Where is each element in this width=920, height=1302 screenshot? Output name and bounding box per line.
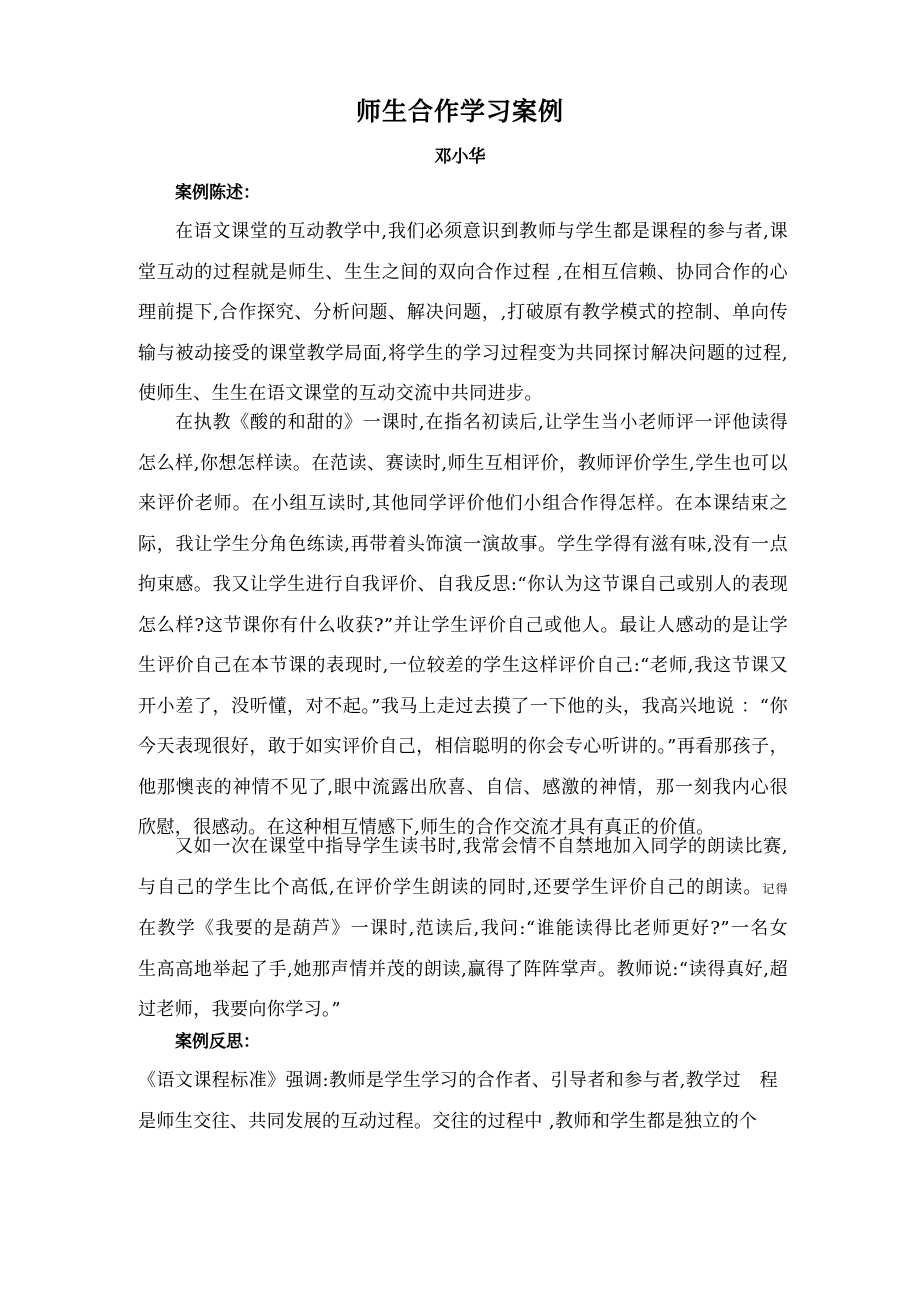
paragraph-reflection: 《语文课程标准》强调:教师是学生学习的合作者、引导者和参与者,教学过 程是师生交往、共同发展的互动过程。交往的过程中 ,教师和学生都是独立的个: [138, 1070, 778, 1132]
paragraph-reading-example-part1: 又如一次在课堂中指导学生读书时,我常会情不自禁地加入同学的朗读比赛,与自己的学生比个高低,在评价学生朗读的同时,还要学生评价自己的朗读。: [138, 836, 788, 898]
paragraph-reading-example: [138, 827, 807, 1031]
section-heading-case-statement: 案例陈述：: [175, 183, 260, 203]
paragraph-reading-example-part2: 在教学《我要的是葫芦》一课时,范读后,我问:“谁能读得比老师更好?”一名女 生高高地举起了手,她那声情并茂的朗读,赢得了阵阵掌声。教师说:“读得真好,超过老师，我要向你学习。”: [138, 918, 807, 1020]
paragraph-intro: 在语文课堂的互动教学中,我们必须意识到教师与学生都是课程的参与者,课堂互动的过程就是师生、生生之间的双向合作过程 ,在相互信赖、协同合作的心理前提下,合作探究、分析问题、解决问题，,打破原有教学模式的控制、单向传输与被动接受的课堂教学局面,将学生的学习过程变为共同探讨解决问题的过程,使师生、生生在语文课堂的互动交流中共同进步。: [138, 221, 788, 404]
document-author: 邓小华: [434, 147, 486, 167]
inline-note: 记得: [762, 881, 788, 896]
section-heading-reflection: 案例反思：: [175, 1032, 260, 1052]
document-title: 师生合作学习案例: [355, 97, 564, 126]
paragraph-lesson-example: 在执教《酸的和甜的》一课时,在指名初读后,让学生当小老师评一评他读得怎么样,你想怎样读。在范读、赛读时,师生互相评价，教师评价学生,学生也可以来评价老师。在小组互读时,其他同学评价他们小组合作得怎样。在本课结束之际，我让学生分角色练读,再带着头饰演一演故事。学生学得有滋有味,没有一点拘束感。我又让学生进行自我评价、自我反思:“你认为这节课自己或别人的表现怎么样?这节课你有什么收获?”并让学生评价自己或他人。最让人感动的是让学生评价自己在本节课的表现时,一位较差的学生这样评价自己:“老师,我这节课又开小差了，没听懂，对不起。”我马上走过去摸了一下他的头，我高兴地说 ：“你今天表现很好，敢于如实评价自己，相信聪明的你会专心听讲的。”再看那孩子，他那懊丧的神情不见了,眼中流露出欣喜、自信、感激的神情，那一刻我内心很欣慰，很感动。在这种相互情感下,师生的合作交流才具有真正的价值。: [138, 412, 788, 838]
